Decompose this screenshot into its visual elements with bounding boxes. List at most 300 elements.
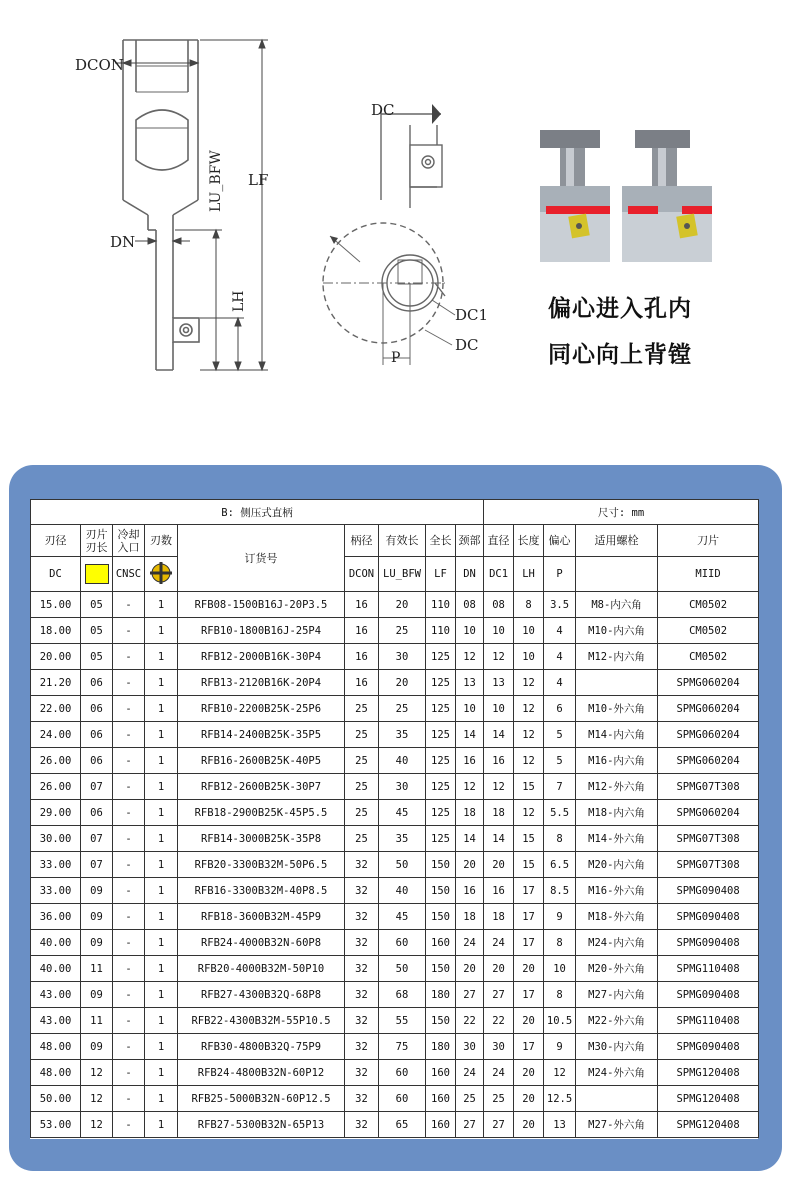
tool-side-view (123, 40, 199, 370)
table-cell: 68 (379, 982, 426, 1008)
table-cell: 32 (345, 1060, 379, 1086)
table-title-row (31, 500, 759, 525)
table-cell: - (113, 1112, 145, 1138)
table-cell: 16 (345, 592, 379, 618)
table-cell: 1 (145, 1112, 178, 1138)
table-cell: - (113, 852, 145, 878)
table-cell: 32 (345, 1034, 379, 1060)
table-cell: 06 (81, 748, 113, 774)
table-cell: - (113, 1008, 145, 1034)
table-cell: 21.20 (31, 670, 81, 696)
table-cell: 13 (544, 1112, 576, 1138)
label-dcon: DCON (75, 56, 124, 74)
table-cell: - (113, 696, 145, 722)
table-cell: - (113, 982, 145, 1008)
table-cell: 12 (484, 644, 514, 670)
table-cell: SPMG090408 (658, 930, 759, 956)
table-title: B: 侧压式直柄 (31, 500, 484, 525)
table-cell: 15 (514, 852, 544, 878)
table-cell: 1 (145, 930, 178, 956)
table-cell: 22.00 (31, 696, 81, 722)
code-cell: DC1 (484, 557, 514, 592)
table-cell: SPMG060204 (658, 670, 759, 696)
table-cell: 26.00 (31, 774, 81, 800)
table-cell: 05 (81, 592, 113, 618)
header-row-chinese (31, 525, 759, 557)
label-dc1: DC1 (455, 306, 489, 324)
table-cell: 12 (81, 1112, 113, 1138)
table-cell: 60 (379, 1086, 426, 1112)
insert-length-icon (81, 557, 113, 592)
table-cell: 15 (514, 774, 544, 800)
table-cell: - (113, 774, 145, 800)
table-cell: 10 (484, 618, 514, 644)
table-cell: 110 (426, 592, 456, 618)
table-row (31, 1034, 759, 1060)
table-cell: 07 (81, 852, 113, 878)
table-cell: SPMG120408 (658, 1086, 759, 1112)
table-cell: RFB13-2120B16K-20P4 (178, 670, 345, 696)
header-cell: 刃径 (31, 525, 81, 557)
table-cell: - (113, 722, 145, 748)
table-cell: M20-内六角 (576, 852, 658, 878)
table-row (31, 592, 759, 618)
table-cell: 05 (81, 618, 113, 644)
table-cell: M27-内六角 (576, 982, 658, 1008)
table-cell: RFB16-2600B25K-40P5 (178, 748, 345, 774)
table-cell: RFB10-2200B25K-25P6 (178, 696, 345, 722)
table-cell: 160 (426, 1060, 456, 1086)
table-cell: 27 (456, 982, 484, 1008)
table-cell: - (113, 826, 145, 852)
table-cell: 1 (145, 592, 178, 618)
table-row (31, 722, 759, 748)
table-cell: RFB12-2600B25K-30P7 (178, 774, 345, 800)
table-cell: - (113, 1060, 145, 1086)
table-cell: 14 (456, 722, 484, 748)
table-cell: 16 (484, 878, 514, 904)
table-cell: SPMG120408 (658, 1112, 759, 1138)
table-cell: 32 (345, 1008, 379, 1034)
table-cell: 20 (379, 592, 426, 618)
header-cell: 适用螺栓 (576, 525, 658, 557)
table-cell: 50.00 (31, 1086, 81, 1112)
table-cell: M8-内六角 (576, 592, 658, 618)
table-cell: 9 (544, 1034, 576, 1060)
table-cell: 15.00 (31, 592, 81, 618)
table-cell: SPMG090408 (658, 878, 759, 904)
table-cell: 24.00 (31, 722, 81, 748)
table-cell: 1 (145, 644, 178, 670)
table-cell: 16 (456, 878, 484, 904)
table-cell: 40.00 (31, 930, 81, 956)
table-cell: 06 (81, 670, 113, 696)
table-cell: 160 (426, 1112, 456, 1138)
table-cell: 1 (145, 722, 178, 748)
table-cell: 43.00 (31, 1008, 81, 1034)
table-cell: M24-外六角 (576, 1060, 658, 1086)
table-cell: 32 (345, 852, 379, 878)
table-cell: 32 (345, 1112, 379, 1138)
table-cell: 7 (544, 774, 576, 800)
table-cell: 35 (379, 826, 426, 852)
table-cell: 16 (456, 748, 484, 774)
table-row (31, 826, 759, 852)
table-cell: 33.00 (31, 878, 81, 904)
code-cell: CNSC (113, 557, 145, 592)
table-cell: 25 (456, 1086, 484, 1112)
table-cell: 110 (426, 618, 456, 644)
table-cell: 40 (379, 748, 426, 774)
table-cell: 12 (81, 1060, 113, 1086)
table-cell: 8 (544, 930, 576, 956)
label-lu-bfw: LU_BFW (208, 150, 224, 212)
table-cell: 26.00 (31, 748, 81, 774)
code-cell: DCON (345, 557, 379, 592)
header-cell: 全长 (426, 525, 456, 557)
table-row (31, 878, 759, 904)
table-cell: 36.00 (31, 904, 81, 930)
table-cell: 35 (379, 722, 426, 748)
code-cell: LF (426, 557, 456, 592)
table-cell: - (113, 618, 145, 644)
table-cell: 5 (544, 722, 576, 748)
table-cell: 125 (426, 644, 456, 670)
table-cell: 150 (426, 852, 456, 878)
header-cell: 冷却入口 (113, 525, 145, 557)
table-cell: 09 (81, 1034, 113, 1060)
table-cell: 8 (544, 982, 576, 1008)
table-cell: 10 (456, 618, 484, 644)
table-cell: RFB10-1800B16J-25P4 (178, 618, 345, 644)
table-cell: 1 (145, 956, 178, 982)
header-cell: 长度 (514, 525, 544, 557)
table-cell: - (113, 930, 145, 956)
table-cell: 25 (345, 722, 379, 748)
table-cell (576, 670, 658, 696)
table-cell: 07 (81, 826, 113, 852)
table-cell: 18 (456, 904, 484, 930)
table-cell: RFB18-3600B32M-45P9 (178, 904, 345, 930)
table-cell: 09 (81, 930, 113, 956)
table-cell: M14-外六角 (576, 826, 658, 852)
table-cell: 53.00 (31, 1112, 81, 1138)
table-cell: 20 (514, 1086, 544, 1112)
table-cell: RFB25-5000B32N-60P12.5 (178, 1086, 345, 1112)
table-cell: RFB14-3000B25K-35P8 (178, 826, 345, 852)
table-row (31, 696, 759, 722)
table-cell: - (113, 956, 145, 982)
table-cell: 11 (81, 956, 113, 982)
table-cell: 12 (514, 800, 544, 826)
table-cell: M30-内六角 (576, 1034, 658, 1060)
spec-table (30, 499, 759, 1138)
table-cell: 3.5 (544, 592, 576, 618)
table-cell: 16 (345, 644, 379, 670)
technical-drawing (0, 0, 790, 460)
table-cell: 12 (514, 696, 544, 722)
table-cell: 25 (345, 774, 379, 800)
table-cell: 10 (514, 618, 544, 644)
header-cell-order-no: 订货号 (178, 525, 345, 592)
table-cell: 10 (456, 696, 484, 722)
table-cell: 17 (514, 930, 544, 956)
table-cell: 75 (379, 1034, 426, 1060)
table-cell: 06 (81, 800, 113, 826)
table-row (31, 748, 759, 774)
table-cell: M14-内六角 (576, 722, 658, 748)
table-cell: 1 (145, 826, 178, 852)
code-cell: DN (456, 557, 484, 592)
table-cell: 25 (345, 826, 379, 852)
table-cell: 1 (145, 982, 178, 1008)
table-cell: 6.5 (544, 852, 576, 878)
table-cell: 20 (456, 956, 484, 982)
table-cell: 50 (379, 852, 426, 878)
table-cell: 12 (81, 1086, 113, 1112)
table-cell: 1 (145, 774, 178, 800)
table-cell: 25 (345, 748, 379, 774)
table-row (31, 1008, 759, 1034)
table-cell: 20 (514, 956, 544, 982)
table-cell: 32 (345, 904, 379, 930)
code-cell: MIID (658, 557, 759, 592)
table-cell: 08 (484, 592, 514, 618)
tool-3d-illustration (540, 130, 712, 262)
table-cell: RFB22-4300B32M-55P10.5 (178, 1008, 345, 1034)
table-cell: - (113, 592, 145, 618)
table-cell: - (113, 904, 145, 930)
code-cell: DC (31, 557, 81, 592)
table-cell: 1 (145, 878, 178, 904)
table-cell: M10-内六角 (576, 618, 658, 644)
table-cell: 1 (145, 696, 178, 722)
table-cell: M18-外六角 (576, 904, 658, 930)
table-cell: 8 (514, 592, 544, 618)
table-cell: 30 (379, 774, 426, 800)
table-cell: 24 (484, 1060, 514, 1086)
table-cell: 1 (145, 1086, 178, 1112)
table-cell: 32 (345, 1086, 379, 1112)
table-cell: SPMG060204 (658, 800, 759, 826)
table-cell: 150 (426, 904, 456, 930)
table-cell: 150 (426, 1008, 456, 1034)
table-cell: 17 (514, 904, 544, 930)
table-cell: 12 (514, 748, 544, 774)
table-cell: 32 (345, 982, 379, 1008)
table-cell: 22 (456, 1008, 484, 1034)
table-row (31, 982, 759, 1008)
table-cell: 16 (484, 748, 514, 774)
header-cell: 刀片 (658, 525, 759, 557)
table-cell: 1 (145, 670, 178, 696)
table-cell: SPMG120408 (658, 1060, 759, 1086)
table-cell: RFB14-2400B25K-35P5 (178, 722, 345, 748)
table-cell: 20 (514, 1060, 544, 1086)
table-cell: 45 (379, 904, 426, 930)
table-cell: M22-外六角 (576, 1008, 658, 1034)
table-row (31, 904, 759, 930)
table-cell: 13 (456, 670, 484, 696)
table-cell: 12 (514, 722, 544, 748)
header-cell: 刃数 (145, 525, 178, 557)
table-cell: - (113, 644, 145, 670)
table-cell: 10 (484, 696, 514, 722)
table-cell: RFB20-3300B32M-50P6.5 (178, 852, 345, 878)
table-cell: RFB08-1500B16J-20P3.5 (178, 592, 345, 618)
header-row-code (31, 557, 759, 592)
header-cell: 偏心 (544, 525, 576, 557)
table-cell: 1 (145, 1008, 178, 1034)
table-cell: 50 (379, 956, 426, 982)
table-row (31, 644, 759, 670)
table-cell: 25 (379, 618, 426, 644)
table-cell: 12.5 (544, 1086, 576, 1112)
table-cell: SPMG060204 (658, 722, 759, 748)
table-cell: RFB27-4300B32Q-68P8 (178, 982, 345, 1008)
table-cell: 17 (514, 878, 544, 904)
header-cell: 有效长 (379, 525, 426, 557)
table-cell: 10 (544, 956, 576, 982)
table-cell: 27 (484, 1112, 514, 1138)
label-dc-end: DC (455, 336, 479, 354)
table-cell: SPMG07T308 (658, 826, 759, 852)
table-cell: 125 (426, 722, 456, 748)
table-cell: 14 (484, 826, 514, 852)
table-cell: 06 (81, 722, 113, 748)
table-cell: 1 (145, 800, 178, 826)
table-cell: 12 (456, 774, 484, 800)
table-cell: 15 (514, 826, 544, 852)
table-cell: 1 (145, 618, 178, 644)
table-cell: RFB18-2900B25K-45P5.5 (178, 800, 345, 826)
table-cell: 32 (345, 956, 379, 982)
label-lh: LH (231, 290, 247, 312)
table-cell: M12-外六角 (576, 774, 658, 800)
table-cell: 17 (514, 1034, 544, 1060)
table-cell: 30 (379, 644, 426, 670)
code-cell: LU_BFW (379, 557, 426, 592)
table-row (31, 774, 759, 800)
table-cell: M27-外六角 (576, 1112, 658, 1138)
table-cell: 20 (484, 956, 514, 982)
table-cell: 22 (484, 1008, 514, 1034)
table-cell: 125 (426, 774, 456, 800)
table-cell: SPMG07T308 (658, 774, 759, 800)
table-cell: - (113, 670, 145, 696)
table-cell: SPMG060204 (658, 748, 759, 774)
table-cell: - (113, 1086, 145, 1112)
table-cell (576, 1086, 658, 1112)
label-lf: LF (248, 171, 269, 189)
code-cell: LH (514, 557, 544, 592)
table-cell: 6 (544, 696, 576, 722)
table-cell: SPMG090408 (658, 904, 759, 930)
table-cell: M24-内六角 (576, 930, 658, 956)
end-view (323, 223, 455, 365)
code-cell: P (544, 557, 576, 592)
table-cell: - (113, 878, 145, 904)
table-cell: 20 (514, 1112, 544, 1138)
table-row (31, 930, 759, 956)
table-cell: CM0502 (658, 592, 759, 618)
table-cell: 1 (145, 748, 178, 774)
table-cell: 5 (544, 748, 576, 774)
table-cell: 4 (544, 618, 576, 644)
table-cell: 32 (345, 878, 379, 904)
label-p: P (391, 350, 401, 366)
table-cell: 125 (426, 670, 456, 696)
table-cell: 65 (379, 1112, 426, 1138)
table-cell: 10.5 (544, 1008, 576, 1034)
label-dn: DN (110, 233, 136, 251)
table-cell: 9 (544, 904, 576, 930)
table-cell: 09 (81, 878, 113, 904)
table-cell: 08 (456, 592, 484, 618)
table-cell: RFB12-2000B16K-30P4 (178, 644, 345, 670)
table-cell: CM0502 (658, 644, 759, 670)
table-row (31, 618, 759, 644)
table-cell: 12 (456, 644, 484, 670)
table-cell: 27 (484, 982, 514, 1008)
table-cell: 40 (379, 878, 426, 904)
table-cell: 20 (514, 1008, 544, 1034)
table-cell: 20 (379, 670, 426, 696)
table-cell: RFB24-4000B32N-60P8 (178, 930, 345, 956)
table-cell: 09 (81, 904, 113, 930)
header-cell: 刃片刃长 (81, 525, 113, 557)
table-cell: M18-内六角 (576, 800, 658, 826)
table-cell: 14 (484, 722, 514, 748)
table-cell: 17 (514, 982, 544, 1008)
table-cell: 30 (456, 1034, 484, 1060)
table-cell: - (113, 800, 145, 826)
table-cell: 1 (145, 1060, 178, 1086)
table-cell: 18 (456, 800, 484, 826)
table-cell: 12 (544, 1060, 576, 1086)
table-cell: 13 (484, 670, 514, 696)
table-row (31, 852, 759, 878)
table-row (31, 956, 759, 982)
head-detail-view (381, 104, 442, 208)
table-cell: 40.00 (31, 956, 81, 982)
table-cell: 48.00 (31, 1034, 81, 1060)
table-cell: SPMG110408 (658, 956, 759, 982)
table-cell: 09 (81, 982, 113, 1008)
table-cell: 8.5 (544, 878, 576, 904)
table-cell: 160 (426, 1086, 456, 1112)
table-cell: 20 (456, 852, 484, 878)
table-cell: 14 (456, 826, 484, 852)
table-cell: 1 (145, 1034, 178, 1060)
table-cell: 1 (145, 852, 178, 878)
table-cell: RFB30-4800B32Q-75P9 (178, 1034, 345, 1060)
table-cell: SPMG07T308 (658, 852, 759, 878)
table-cell: 125 (426, 800, 456, 826)
table-cell: 16 (345, 618, 379, 644)
table-cell: 5.5 (544, 800, 576, 826)
table-unit: 尺寸: mm (484, 500, 759, 525)
label-dc-top: DC (371, 101, 395, 119)
table-row (31, 1060, 759, 1086)
table-cell: 125 (426, 748, 456, 774)
arrow-dc (330, 236, 338, 244)
flute-count-icon (145, 557, 178, 592)
table-cell: 25 (345, 800, 379, 826)
table-cell: 18.00 (31, 618, 81, 644)
table-cell: 125 (426, 826, 456, 852)
table-cell: 11 (81, 1008, 113, 1034)
